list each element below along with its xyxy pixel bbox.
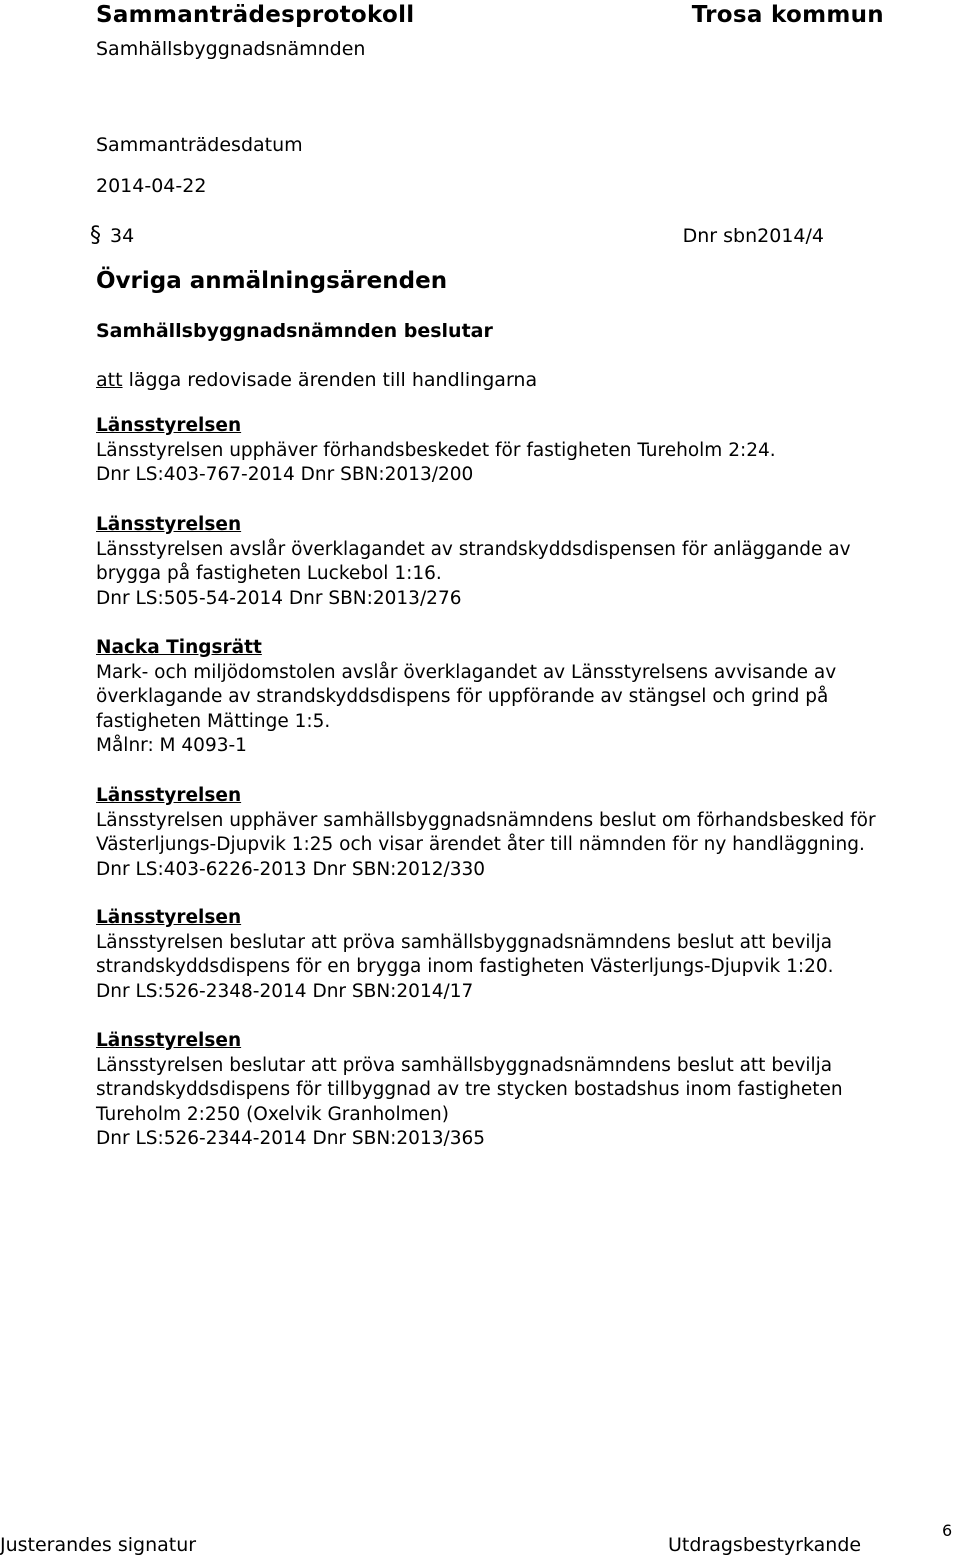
section-number: 34: [110, 225, 135, 247]
document-title: Sammanträdesprotokoll: [96, 2, 415, 28]
notice-line: strandskyddsdispens för en brygga inom fastigheten Västerljungs-Djupvik 1:20.: [96, 956, 834, 977]
notice-line: Västerljungs-Djupvik 1:25 och visar ärendet åter till nämnden för ny handläggning.: [96, 834, 865, 855]
notice-line: Länsstyrelsen beslutar att pröva samhällsbyggnadsnämndens beslut att bevilja: [96, 1054, 833, 1076]
notice-agency: Länsstyrelsen: [96, 785, 242, 806]
notice-agency: Länsstyrelsen: [96, 415, 242, 436]
meeting-date: 2014-04-22: [96, 175, 207, 197]
notice-item: [96, 784, 956, 882]
notice-item: [96, 1029, 956, 1152]
notice-line: Länsstyrelsen avslår överklagandet av strandskyddsdispensen för anläggande av: [96, 538, 851, 560]
committee-name: Samhällsbyggnadsnämnden: [96, 38, 366, 60]
signature-label: Justerandes signatur: [0, 1534, 197, 1556]
notice-line: strandskyddsdispens för tillbyggnad av tre stycken bostadshus inom fastigheten: [96, 1079, 843, 1100]
notice-item: [96, 636, 956, 759]
notice-line: Dnr LS:403-6226-2013 Dnr SBN:2012/330: [96, 858, 486, 880]
notice-agency: Länsstyrelsen: [96, 1030, 242, 1051]
notice-item: [96, 513, 956, 611]
notice-line: brygga på fastigheten Luckebol 1:16.: [96, 563, 442, 584]
notice-line: Länsstyrelsen upphäver förhandsbeskedet för fastigheten Tureholm 2:24.: [96, 439, 776, 461]
decision-rest: lägga redovisade ärenden till handlingarna: [122, 369, 538, 391]
page-number: 6: [942, 1521, 953, 1540]
notice-item: [96, 906, 956, 1004]
notice-line: Länsstyrelsen upphäver samhällsbyggnadsnämndens beslut om förhandsbesked för: [96, 809, 876, 831]
notice-line: Målnr: M 4093-1: [96, 735, 247, 756]
notice-agency: Länsstyrelsen: [96, 907, 242, 928]
meeting-date-label: Sammanträdesdatum: [96, 134, 303, 156]
notice-line: Dnr LS:526-2348-2014 Dnr SBN:2014/17: [96, 980, 474, 1002]
section-dnr: Dnr sbn2014/4: [682, 225, 824, 247]
notice-line: Dnr LS:505-54-2014 Dnr SBN:2013/276: [96, 587, 462, 609]
notice-line: Dnr LS:526-2344-2014 Dnr SBN:2013/365: [96, 1128, 486, 1149]
notice-agency: Nacka Tingsrätt: [96, 637, 262, 658]
decision-text: [96, 367, 537, 393]
notice-agency: Länsstyrelsen: [96, 514, 242, 535]
notice-line: Länsstyrelsen beslutar att pröva samhällsbyggnadsnämndens beslut att bevilja: [96, 931, 833, 953]
section-title: Övriga anmälningsärenden: [96, 268, 448, 294]
decision-heading: Samhällsbyggnadsnämnden beslutar: [96, 320, 493, 342]
notice-line: överklagande av strandskyddsdispens för uppförande av stängsel och grind på: [96, 686, 829, 707]
notice-line: fastigheten Mättinge 1:5.: [96, 710, 331, 732]
notice-line: Dnr LS:403-767-2014 Dnr SBN:2013/200: [96, 464, 474, 485]
decision-prefix: att: [96, 369, 123, 391]
notice-line: Mark- och miljödomstolen avslår överklagandet av Länsstyrelsens avvisande av: [96, 661, 837, 683]
notice-item: [96, 414, 956, 488]
certification-label: Utdragsbestyrkande: [668, 1534, 862, 1556]
notice-line: Tureholm 2:250 (Oxelvik Granholmen): [96, 1103, 449, 1125]
paragraph-sign: §: [90, 223, 101, 248]
organization-name: Trosa kommun: [691, 2, 884, 28]
